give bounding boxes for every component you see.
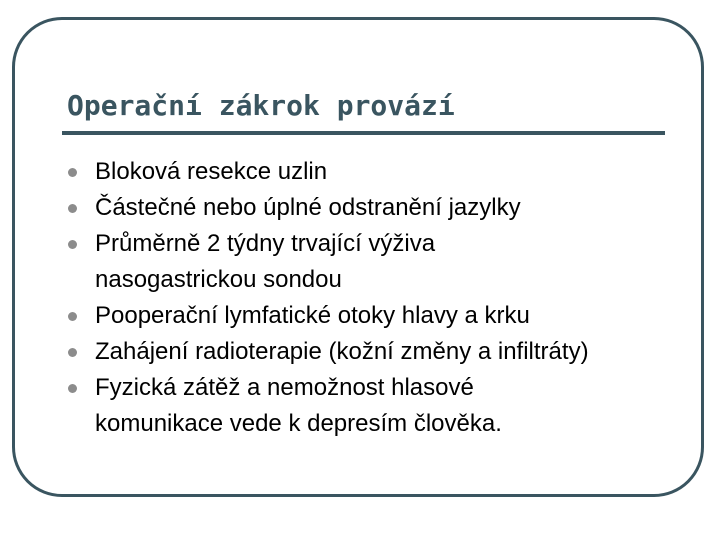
bullet-text: Bloková resekce uzlin	[95, 158, 328, 185]
bullet-icon	[68, 240, 77, 249]
slide-title: Operační zákrok provází	[67, 89, 455, 122]
bullet-text: Zahájení radioterapie (kožní změny a infiltráty)	[95, 338, 589, 365]
bullet-icon	[68, 348, 77, 357]
title-underline	[62, 131, 665, 135]
bullet-item	[68, 190, 668, 226]
bullet-icon	[68, 168, 77, 177]
bullet-item	[68, 154, 668, 190]
bullet-icon	[68, 384, 77, 393]
bullet-text: Průměrně 2 týdny trvající výživa nasogastrickou sondou	[95, 230, 436, 293]
bullet-icon	[68, 204, 77, 213]
bullet-text: Částečné nebo úplné odstranění jazylky	[95, 194, 521, 221]
bullet-item	[68, 298, 668, 334]
bullet-item	[68, 334, 668, 370]
bullet-item	[68, 370, 668, 442]
bullet-text: Pooperační lymfatické otoky hlavy a krku	[95, 302, 530, 329]
bullet-icon	[68, 312, 77, 321]
bullet-list	[68, 154, 668, 442]
bullet-item	[68, 226, 668, 298]
bullet-text: Fyzická zátěž a nemožnost hlasové komunikace vede k depresím člověka.	[95, 374, 502, 437]
